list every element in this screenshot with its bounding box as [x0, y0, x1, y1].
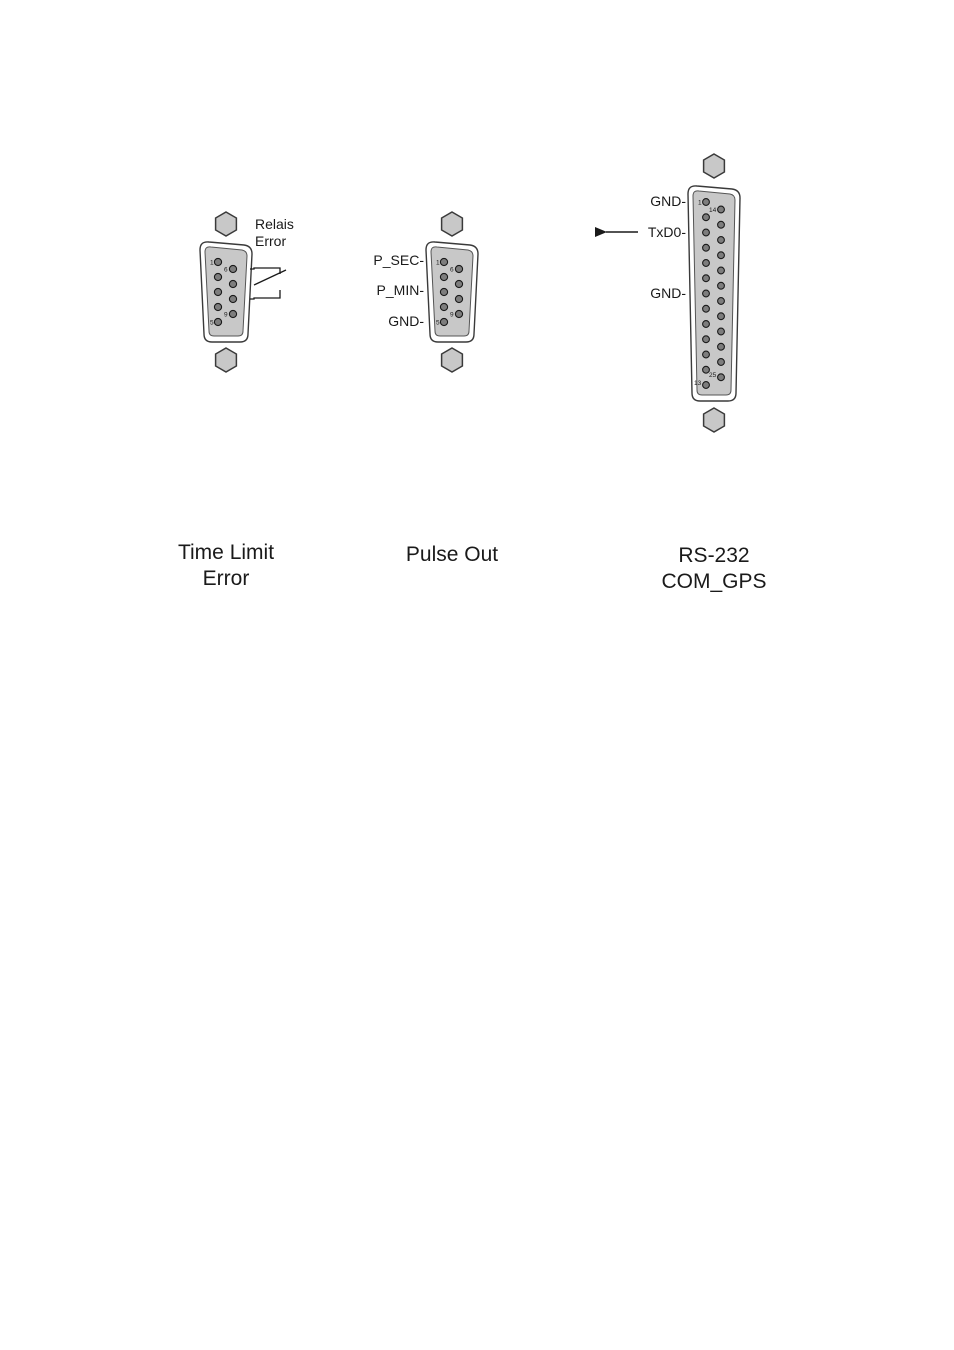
- pin-24: [718, 359, 725, 366]
- pin-3: [214, 288, 221, 295]
- pin-11: [703, 351, 710, 358]
- pin-17: [718, 252, 725, 259]
- pin-9: [455, 310, 462, 317]
- pin-number-1: 1: [210, 259, 214, 267]
- db25-connector-rs232: [606, 154, 740, 432]
- mounting-hexnut-top: [704, 154, 725, 178]
- caption-line-2: COM_GPS: [661, 570, 767, 593]
- pin-23: [718, 343, 725, 350]
- pin-2: [214, 273, 221, 280]
- db9-connector-time-limit-error: [200, 212, 294, 372]
- pin-label-p-sec: P_SEC-: [373, 252, 424, 268]
- relay-contact-symbol: [250, 268, 286, 299]
- mounting-hexnut-bottom: [442, 348, 463, 372]
- pin-19: [718, 282, 725, 289]
- pin-number-13: 13: [694, 380, 702, 387]
- pin-15: [718, 221, 725, 228]
- caption-pulse-out: [372, 542, 532, 568]
- pin-number-25: 25: [709, 372, 717, 379]
- caption-line-1: Pulse Out: [405, 543, 499, 566]
- pin-20: [718, 298, 725, 305]
- pin-9: [703, 321, 710, 328]
- pin-4: [703, 244, 710, 251]
- pin-25: [718, 374, 725, 381]
- pin-number-1: 1: [436, 259, 440, 267]
- mounting-hexnut-bottom: [704, 408, 725, 432]
- db9-connector-pulse-out: [373, 212, 478, 372]
- relay-label-line-2: Error: [255, 233, 287, 249]
- pin-21: [718, 313, 725, 320]
- caption-line-2: Error: [202, 567, 250, 590]
- pin-6: [229, 265, 236, 272]
- pin-1: [440, 258, 447, 265]
- pin-3: [440, 288, 447, 295]
- pin-number-6: 6: [450, 266, 454, 274]
- pin-label-p-min: P_MIN-: [376, 282, 424, 298]
- pin-5: [214, 318, 221, 325]
- pin-13: [703, 382, 710, 389]
- pin-7: [703, 290, 710, 297]
- pin-1: [703, 199, 710, 206]
- pin-label-gnd-1: GND-: [650, 193, 686, 209]
- pin-3: [703, 229, 710, 236]
- pin-label-txd0: TxD0-: [647, 224, 686, 240]
- mounting-hexnut-top: [216, 212, 237, 236]
- pin-7: [455, 280, 462, 287]
- pin-label-gnd: GND-: [388, 313, 424, 329]
- caption-line-1: RS-232: [678, 544, 750, 567]
- pin-5: [703, 260, 710, 267]
- pin-9: [229, 310, 236, 317]
- pin-2: [440, 273, 447, 280]
- pin-18: [718, 267, 725, 274]
- pin-number-5: 5: [210, 319, 214, 327]
- pin-number-9: 9: [224, 311, 228, 319]
- caption-time-limit-error: [146, 540, 306, 592]
- relay-label-line-1: Relais: [255, 216, 294, 232]
- pin-6: [703, 275, 710, 282]
- pin-22: [718, 328, 725, 335]
- caption-rs232-com-gps: [634, 543, 794, 595]
- mounting-hexnut-bottom: [216, 348, 237, 372]
- caption-line-1: Time Limit: [177, 541, 275, 564]
- pin-5: [440, 318, 447, 325]
- pin-number-5: 5: [436, 319, 440, 327]
- pin-number-9: 9: [450, 311, 454, 319]
- pin-2: [703, 214, 710, 221]
- pin-4: [214, 303, 221, 310]
- pin-number-14: 14: [709, 207, 717, 214]
- pin-6: [455, 265, 462, 272]
- pin-14: [718, 206, 725, 213]
- pin-16: [718, 237, 725, 244]
- pin-8: [703, 305, 710, 312]
- mounting-hexnut-top: [442, 212, 463, 236]
- pin-4: [440, 303, 447, 310]
- pin-8: [455, 295, 462, 302]
- db25-shell-inner: [693, 191, 735, 395]
- pin-number-6: 6: [224, 266, 228, 274]
- pin-7: [229, 280, 236, 287]
- pin-number-1: 1: [698, 199, 702, 207]
- pin-1: [214, 258, 221, 265]
- pin-8: [229, 295, 236, 302]
- pin-10: [703, 336, 710, 343]
- pin-label-gnd-2: GND-: [650, 285, 686, 301]
